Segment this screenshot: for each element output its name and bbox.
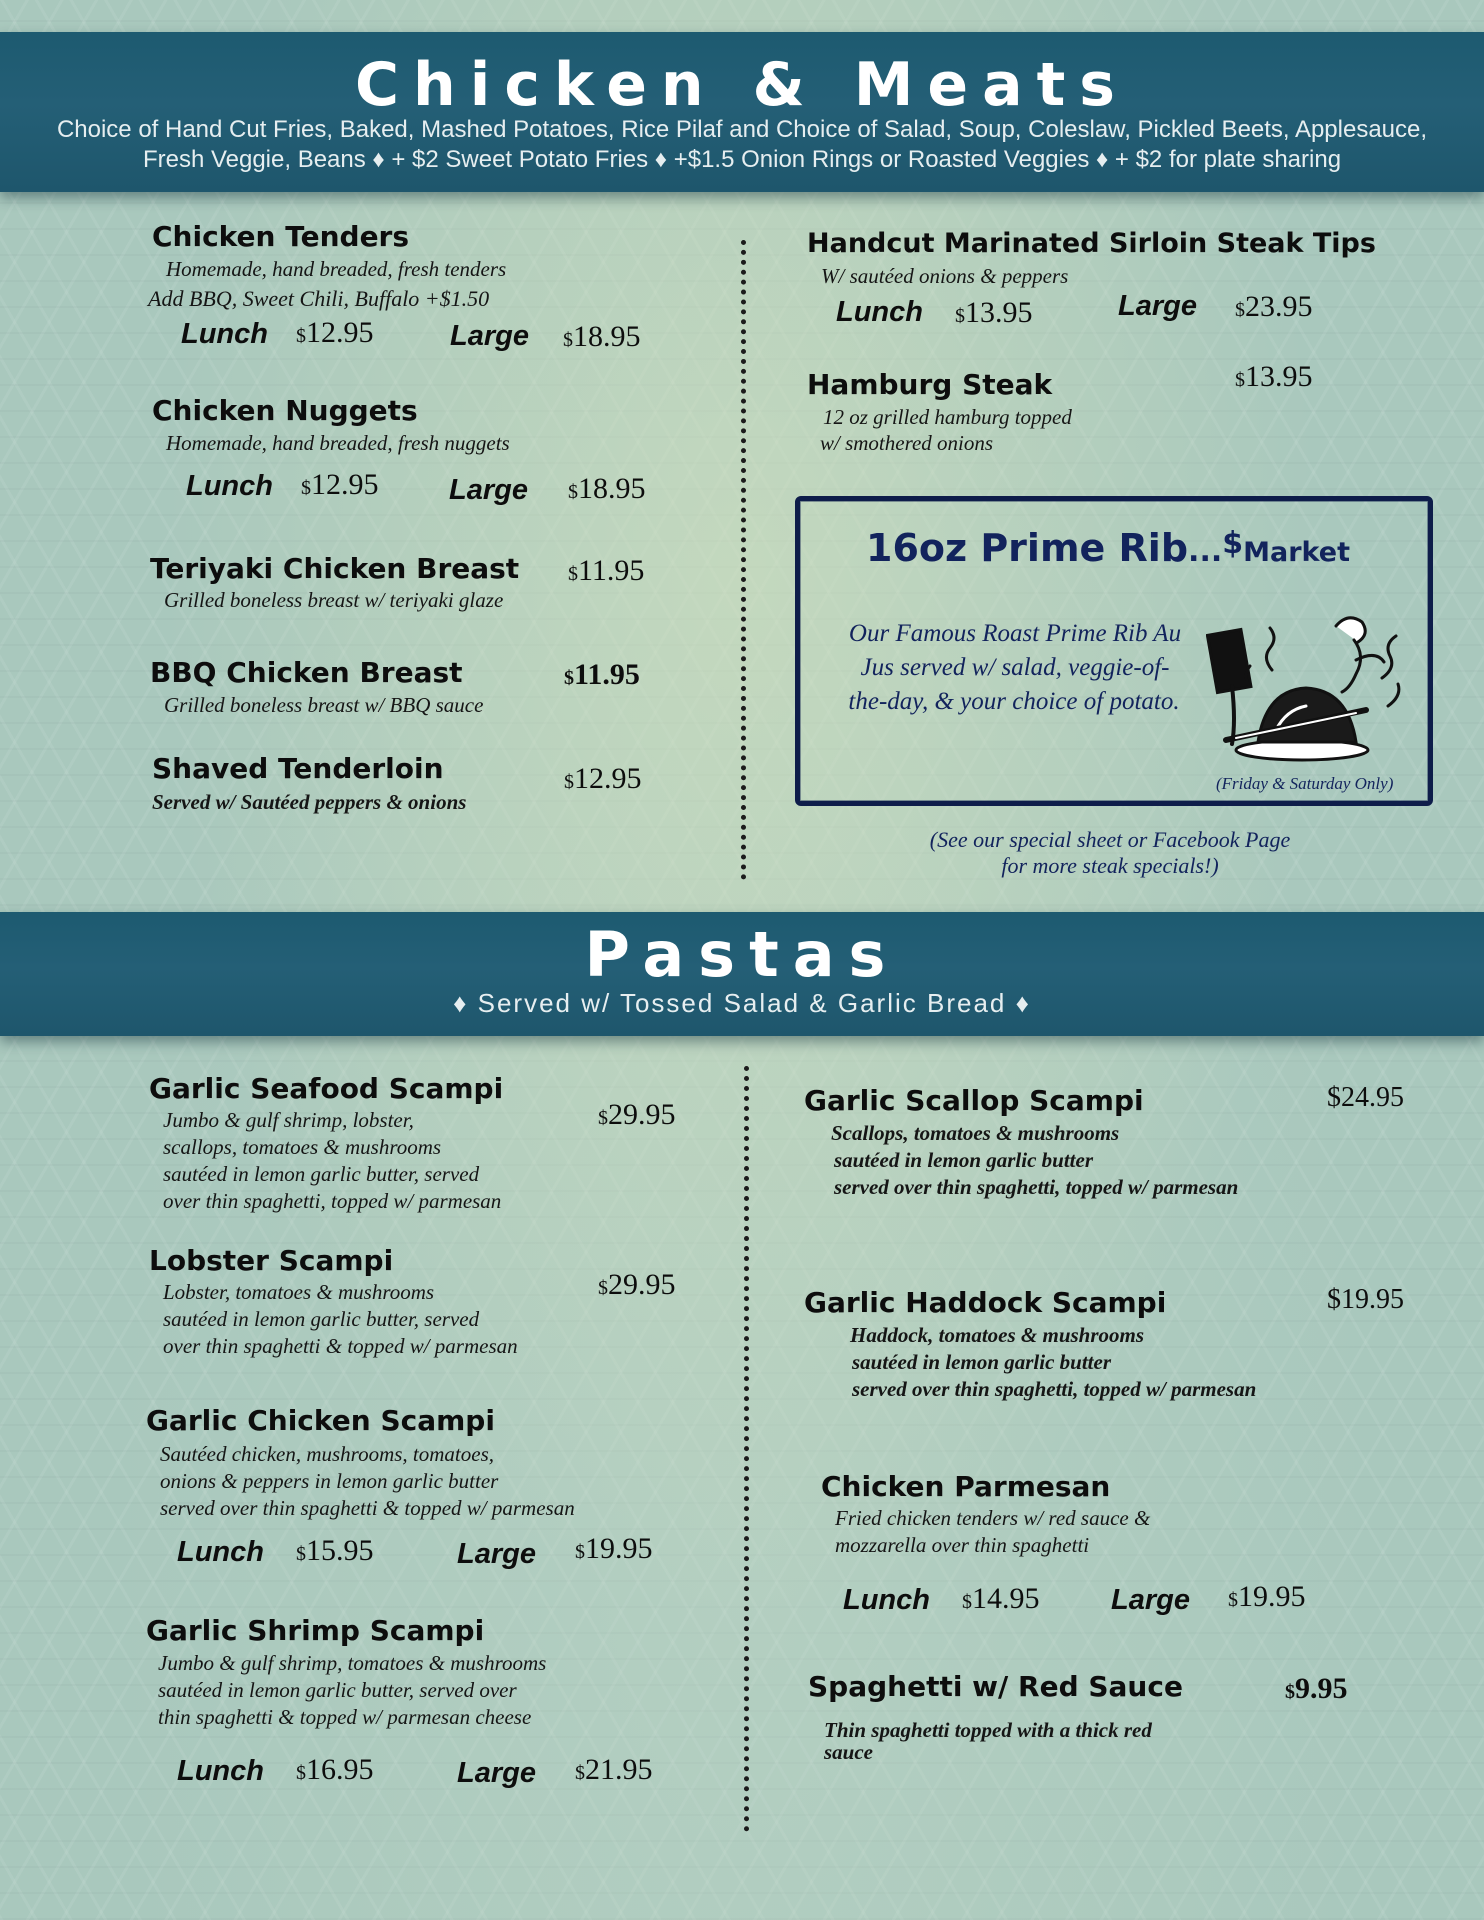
- menu-item-description: mozzarella over thin spaghetti: [835, 1533, 1090, 1557]
- menu-item-description: over thin spaghetti & topped w/ parmesan: [163, 1334, 518, 1358]
- menu-item-price: [598, 1268, 676, 1302]
- menu-item-price: [568, 554, 644, 588]
- currency-symbol: $: [598, 1277, 608, 1299]
- menu-item-description: sautéed in lemon garlic butter: [834, 1148, 1094, 1172]
- menu-item-description: served over thin spaghetti & topped w/ parmesan: [160, 1496, 575, 1520]
- menu-item-description: Scallops, tomatoes & mushrooms: [831, 1121, 1120, 1145]
- currency-symbol: $: [575, 1762, 585, 1784]
- large-price: [563, 320, 641, 354]
- steak-specials-note: (See our special sheet or Facebook Page: [929, 827, 1291, 852]
- menu-item-description: W/ sautéed onions & peppers: [821, 264, 1069, 288]
- large-label: Large: [1111, 1584, 1190, 1616]
- menu-item-description: Grilled boneless breast w/ BBQ sauce: [164, 693, 484, 717]
- currency-symbol: $: [575, 1541, 585, 1563]
- price-value: 9.95: [1295, 1672, 1348, 1705]
- section-title-chicken-meats: Chicken & Meats: [355, 50, 1129, 120]
- menu-item-description: Jumbo & gulf shrimp, lobster,: [163, 1108, 414, 1132]
- menu-item-description: 12 oz grilled hamburg topped: [823, 405, 1072, 429]
- menu-item-description: served over thin spaghetti, topped w/ parmesan: [834, 1175, 1239, 1199]
- currency-symbol: $: [564, 667, 574, 689]
- prime-rib-title: [866, 526, 1350, 570]
- price-value: 18.95: [578, 472, 646, 505]
- lunch-label: Lunch: [177, 1755, 264, 1787]
- menu-item-price: $19.95: [1327, 1284, 1404, 1315]
- steak-specials-note: for more steak specials!): [1001, 853, 1219, 878]
- prime-rib-name: 16oz Prime Rib: [866, 526, 1189, 570]
- menu-item-description: sautéed in lemon garlic butter, served: [163, 1162, 480, 1186]
- currency-symbol: $: [568, 481, 578, 503]
- prime-rib-description: Jus served w/ salad, veggie-of-: [860, 654, 1170, 681]
- price-value: 19.95: [1238, 1580, 1306, 1613]
- menu-item-name: Garlic Haddock Scampi: [804, 1286, 1167, 1319]
- menu-item-description: Jumbo & gulf shrimp, tomatoes & mushrooms: [158, 1651, 547, 1675]
- currency-symbol: $: [301, 477, 311, 499]
- sides-subtitle-line1: Choice of Hand Cut Fries, Baked, Mashed Potatoes, Rice Pilaf and Choice of Salad, Soup, Coleslaw, Pickled Beets, Applesauce,: [56, 116, 1428, 143]
- menu-item-description: Lobster, tomatoes & mushrooms: [163, 1280, 435, 1304]
- price-value: 12.95: [311, 468, 379, 501]
- currency-symbol: $: [1235, 299, 1245, 321]
- menu-item-description: served over thin spaghetti, topped w/ parmesan: [852, 1377, 1257, 1401]
- lunch-price: [301, 468, 379, 502]
- price-value: 11.95: [578, 554, 645, 587]
- menu-item-name: Lobster Scampi: [149, 1244, 394, 1277]
- currency-symbol: $: [598, 1107, 608, 1129]
- currency-symbol: $: [568, 563, 578, 585]
- currency-symbol: $: [296, 1762, 306, 1784]
- menu-item-name: Spaghetti w/ Red Sauce: [808, 1670, 1183, 1703]
- currency-symbol: $: [955, 305, 965, 327]
- currency-symbol: $: [962, 1591, 972, 1613]
- currency-symbol: $: [563, 329, 573, 351]
- currency-symbol: $: [1228, 1589, 1238, 1611]
- market-price-label: Market: [1243, 537, 1350, 568]
- price-value: 11.95: [574, 658, 640, 691]
- menu-item-name: Chicken Tenders: [152, 220, 410, 253]
- prime-rib-note: (Friday & Saturday Only): [1216, 774, 1394, 793]
- column-divider-top: [741, 240, 746, 880]
- menu-item-name: Teriyaki Chicken Breast: [150, 552, 520, 585]
- large-label: Large: [457, 1757, 536, 1789]
- lunch-label: Lunch: [186, 470, 273, 502]
- pastas-banner: [0, 912, 1484, 1036]
- menu-item-name: Shaved Tenderloin: [152, 752, 444, 785]
- menu-item-name: BBQ Chicken Breast: [150, 656, 463, 689]
- prime-rib-dots: ...: [1188, 534, 1223, 569]
- menu-item-name: Chicken Nuggets: [152, 394, 418, 427]
- price-value: 12.95: [306, 316, 374, 349]
- menu-item-description: over thin spaghetti, topped w/ parmesan: [163, 1189, 502, 1213]
- menu-item-price: $24.95: [1327, 1082, 1404, 1113]
- menu-item-price: [564, 658, 640, 692]
- price-value: 18.95: [573, 320, 641, 353]
- menu-item-description: scallops, tomatoes & mushrooms: [163, 1135, 442, 1159]
- menu-item-description: Grilled boneless breast w/ teriyaki glaze: [164, 588, 504, 612]
- menu-item-name: Garlic Scallop Scampi: [804, 1084, 1144, 1117]
- menu-item-addon: Add BBQ, Sweet Chili, Buffalo +$1.50: [148, 286, 490, 311]
- menu-item-description: sauce: [824, 1740, 873, 1764]
- large-price: [568, 472, 646, 506]
- menu-item-name: Hamburg Steak: [807, 368, 1053, 401]
- menu-item-description: Served w/ Sautéed peppers & onions: [152, 790, 467, 814]
- large-price: [1235, 290, 1313, 324]
- price-value: 15.95: [306, 1534, 374, 1567]
- large-price: [1228, 1580, 1306, 1614]
- lunch-price: [962, 1582, 1040, 1616]
- menu-item-price: [1235, 360, 1313, 394]
- price-value: 29.95: [608, 1268, 676, 1301]
- menu-item-description: onions & peppers in lemon garlic butter: [160, 1469, 499, 1493]
- currency-symbol: $: [1222, 526, 1244, 561]
- large-label: Large: [457, 1538, 536, 1570]
- price-value: 29.95: [608, 1098, 676, 1131]
- lunch-price: [296, 1753, 374, 1787]
- large-label: Large: [449, 474, 528, 506]
- menu-item-description: Thin spaghetti topped with a thick red: [824, 1718, 1152, 1742]
- large-label: Large: [1118, 290, 1197, 322]
- currency-symbol: $: [296, 1543, 306, 1565]
- menu-item-description: sautéed in lemon garlic butter: [852, 1350, 1112, 1374]
- currency-symbol: $: [564, 771, 574, 793]
- lunch-label: Lunch: [177, 1536, 264, 1568]
- column-divider-bottom: [744, 1066, 749, 1832]
- large-price: [575, 1532, 653, 1566]
- currency-symbol: $: [296, 325, 306, 347]
- menu-item-name: Chicken Parmesan: [821, 1470, 1111, 1503]
- lunch-price: [955, 296, 1033, 330]
- price-value: 12.95: [574, 762, 642, 795]
- menu-item-description: Homemade, hand breaded, fresh tenders: [166, 257, 507, 281]
- menu-item-name: Garlic Shrimp Scampi: [146, 1614, 485, 1647]
- lunch-label: Lunch: [181, 318, 268, 350]
- lunch-price: [296, 316, 374, 350]
- currency-symbol: $: [1235, 369, 1245, 391]
- chef-roast-illustration: [1206, 610, 1412, 770]
- price-value: 14.95: [972, 1582, 1040, 1615]
- lunch-price: [296, 1534, 374, 1568]
- menu-item-description: thin spaghetti & topped w/ parmesan cheese: [158, 1705, 532, 1729]
- menu-item-price: [564, 762, 642, 796]
- price-value: 19.95: [585, 1532, 653, 1565]
- prime-rib-description: Our Famous Roast Prime Rib Au: [848, 620, 1182, 647]
- menu-item-description: Homemade, hand breaded, fresh nuggets: [166, 431, 510, 455]
- chicken-meats-banner: [0, 32, 1484, 192]
- menu-item-name: Garlic Seafood Scampi: [149, 1072, 504, 1105]
- menu-item-description: Haddock, tomatoes & mushrooms: [850, 1323, 1145, 1347]
- price-value: 23.95: [1245, 290, 1313, 323]
- menu-item-description: w/ smothered onions: [820, 431, 994, 455]
- currency-symbol: $: [1285, 1681, 1295, 1703]
- lunch-label: Lunch: [836, 296, 923, 328]
- menu-item-price: [598, 1098, 676, 1132]
- pastas-subtitle: ♦ Served w/ Tossed Salad & Garlic Bread ♦: [453, 988, 1031, 1018]
- large-label: Large: [450, 320, 529, 352]
- lunch-label: Lunch: [843, 1584, 930, 1616]
- menu-item-name: Garlic Chicken Scampi: [146, 1404, 495, 1437]
- price-value: 21.95: [585, 1753, 653, 1786]
- menu-item-description: Sautéed chicken, mushrooms, tomatoes,: [160, 1442, 494, 1466]
- menu-item-price: [1285, 1672, 1348, 1706]
- prime-rib-description: the-day, & your choice of potato.: [848, 688, 1180, 715]
- price-value: 13.95: [1245, 360, 1313, 393]
- price-value: 16.95: [306, 1753, 374, 1786]
- price-value: 13.95: [965, 296, 1033, 329]
- menu-item-description: Fried chicken tenders w/ red sauce &: [835, 1506, 1151, 1530]
- large-price: [575, 1753, 653, 1787]
- menu-item-description: sautéed in lemon garlic butter, served: [163, 1307, 480, 1331]
- menu-item-description: sautéed in lemon garlic butter, served over: [158, 1678, 517, 1702]
- section-title-pastas: Pastas: [584, 918, 900, 991]
- menu-item-name: Handcut Marinated Sirloin Steak Tips: [807, 228, 1376, 259]
- sides-subtitle-line2: Fresh Veggie, Beans ♦ + $2 Sweet Potato Fries ♦ +$1.5 Onion Rings or Roasted Veggies ♦ + $2 for plate sharing: [142, 146, 1342, 173]
